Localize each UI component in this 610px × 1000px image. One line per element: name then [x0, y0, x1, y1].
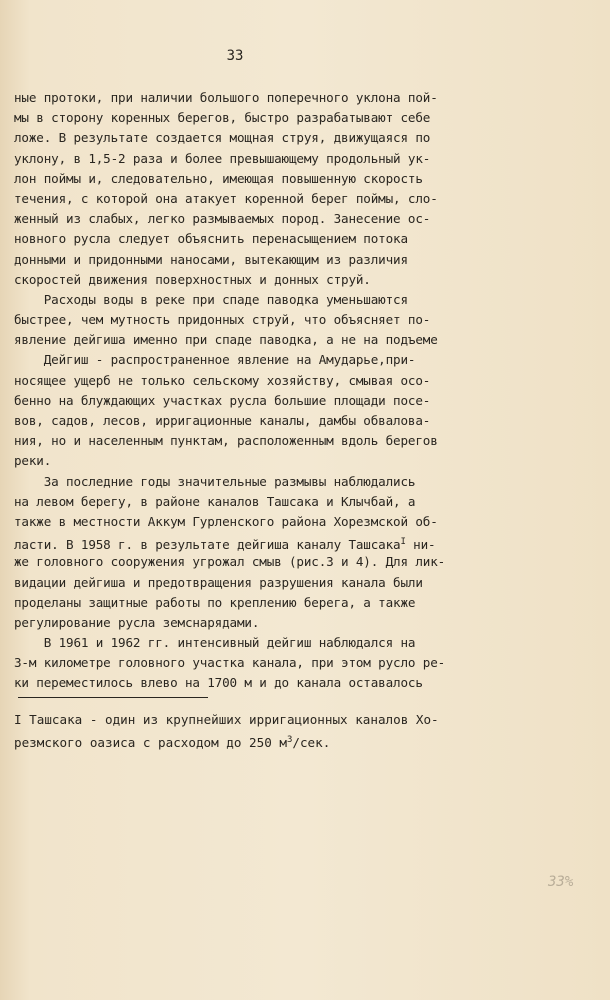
superscript: 3	[286, 735, 293, 745]
text-line: вов, садов, лесов, ирригационные каналы, дамбы обвалова-	[14, 413, 431, 428]
text-line: течения, с которой она атакует коренной берег поймы, сло-	[14, 190, 438, 206]
footnote-text: резмского оазиса с расходом до 250 м	[14, 735, 287, 750]
footnote	[14, 710, 484, 750]
footnote-line	[14, 730, 484, 750]
text-line: мы в сторону коренных берегов, быстро разрабатывают себе	[14, 110, 431, 126]
footnote-marker: I	[14, 712, 22, 727]
body-text	[14, 88, 484, 694]
text-line: ки переместилось влево на 1700 м и до канала оставалось	[14, 675, 423, 691]
text-line-with-footnote-ref	[14, 532, 484, 552]
text-line: носящее ущерб не только сельскому хозяйству, смывая осо-	[14, 372, 431, 388]
faint-corner-mark: 33%	[548, 874, 574, 890]
text-line: ния, но и населенным пунктам, расположенным вдоль берегов	[14, 433, 438, 449]
footnote-divider	[18, 697, 208, 698]
text-line: на левом берегу, в районе каналов Ташсака и Клычбай, а	[14, 493, 416, 509]
text-line-part: ласти. В 1958 г. в результате дейгиша каналу Ташсака	[14, 537, 401, 553]
text-line: явление дейгиша именно при спаде паводка, а не на подъеме	[14, 332, 438, 348]
text-line: ложе. В результате создается мощная струя, движущаяся по	[14, 130, 431, 146]
text-line: В 1961 и 1962 гг. интенсивный дейгиш наблюдался на	[14, 635, 416, 651]
footnote-text: /сек.	[292, 735, 331, 750]
text-line: женный из слабых, легко размываемых пород. Занесение ос-	[14, 211, 431, 227]
text-line: Дейгиш - распространенное явление на Амударье,при-	[14, 352, 416, 368]
text-line: регулирование русла земснарядами.	[14, 614, 260, 630]
text-line: быстрее, чем мутность придонных струй, что объясняет по-	[14, 312, 431, 328]
footnote-text: Ташсака - один из крупнейших ирригационных каналов Хо-	[21, 712, 439, 727]
text-line-part: ни-	[405, 537, 436, 553]
footnote-reference: I	[400, 537, 406, 548]
text-line: Расходы воды в реке при спаде паводка уменьшаются	[14, 291, 408, 307]
text-line: ные протоки, при наличии большого поперечного уклона пой-	[14, 90, 438, 105]
text-line: скоростей движения поверхностных и донных струй.	[14, 271, 371, 287]
text-line: 3-м километре головного участка канала, при этом русло ре-	[14, 655, 446, 671]
text-line: донными и придонными наносами, вытекающим из различия	[14, 251, 408, 267]
text-line: уклону, в 1,5-2 раза и более превышающему продольный ук-	[14, 150, 431, 166]
text-line: новного русла следует объяснить перенасыщением потока	[14, 231, 408, 247]
text-line: лон поймы и, следовательно, имеющая повышенную скорость	[14, 170, 423, 186]
text-line: За последние годы значительные размывы наблюдались	[14, 473, 416, 489]
text-line: реки.	[14, 453, 52, 469]
text-line: проделаны защитные работы по креплению берега, а также	[14, 594, 416, 610]
text-line: видации дейгиша и предотвращения разрушения канала были	[14, 574, 423, 590]
text-line: также в местности Аккум Гурленского района Хорезмской об-	[14, 513, 438, 529]
footnote-line	[14, 710, 484, 730]
text-line: бенно на блуждающих участках русла большие площади посе-	[14, 392, 431, 408]
text-line: же головного сооружения угрожал смыв (рис.3 и 4). Для лик-	[14, 554, 446, 570]
page-number: 33	[226, 48, 244, 64]
